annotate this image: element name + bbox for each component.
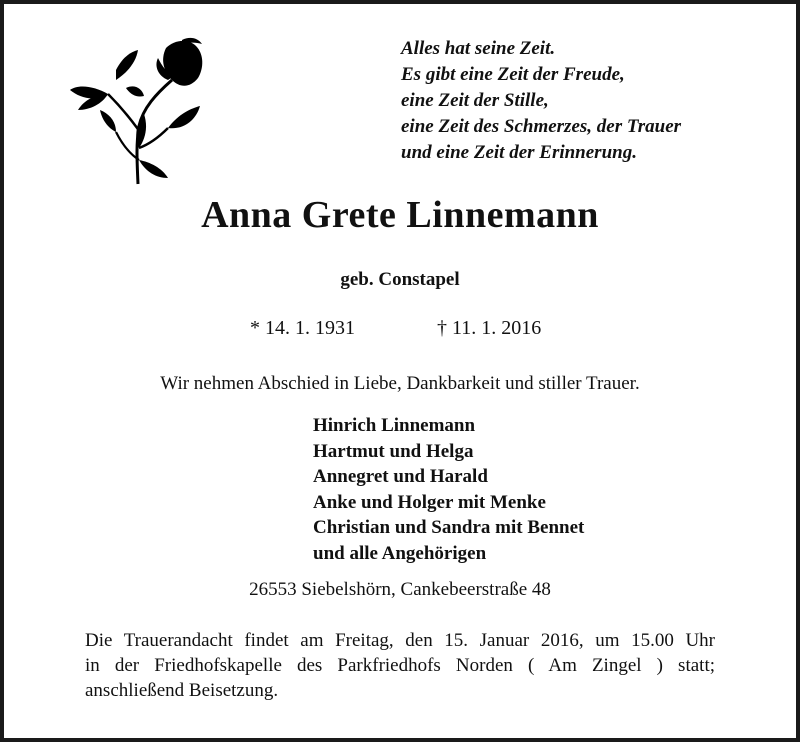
service-line: Die Trauerandacht findet am Freitag, den 15. Januar 2016, um 15.00 Uhr: [85, 630, 715, 651]
poem-line: Alles hat seine Zeit.: [401, 38, 556, 59]
mourner-entry: und alle Angehörigen: [313, 542, 487, 564]
mourner-entry: Annegret und Harald: [313, 466, 488, 487]
poem: [401, 36, 781, 166]
poem-line: und eine Zeit der Erinnerung.: [401, 142, 637, 163]
family-address: 26553 Siebelshörn, Cankebeerstraße 48: [249, 579, 551, 600]
service-info: [85, 628, 715, 703]
poem-line: eine Zeit des Schmerzes, der Trauer: [401, 116, 682, 137]
poem-line: eine Zeit der Stille,: [401, 90, 549, 111]
mourner-entry: Hinrich Linnemann: [313, 415, 476, 436]
death-date: † 11. 1. 2016: [437, 317, 542, 339]
maiden-name: geb. Constapel: [340, 269, 460, 290]
deceased-name: Anna Grete Linnemann: [201, 194, 599, 236]
mourner-entry: Christian und Sandra mit Bennet: [313, 517, 585, 538]
farewell-text: Wir nehmen Abschied in Liebe, Dankbarkeit und stiller Trauer.: [160, 373, 640, 394]
mourner-entry: Hartmut und Helga: [313, 440, 474, 462]
mourners-list: [313, 413, 584, 566]
poem-line: Es gibt eine Zeit der Freude,: [401, 64, 625, 85]
service-line: in der Friedhofskapelle des Parkfriedhofs Norden ( Am Zingel ) statt;: [85, 655, 715, 676]
mourner-entry: Anke und Holger mit Menke: [313, 491, 546, 513]
service-line: anschließend Beisetzung.: [85, 680, 279, 701]
birth-date: * 14. 1. 1931: [250, 317, 355, 339]
rose-icon: [64, 36, 214, 186]
